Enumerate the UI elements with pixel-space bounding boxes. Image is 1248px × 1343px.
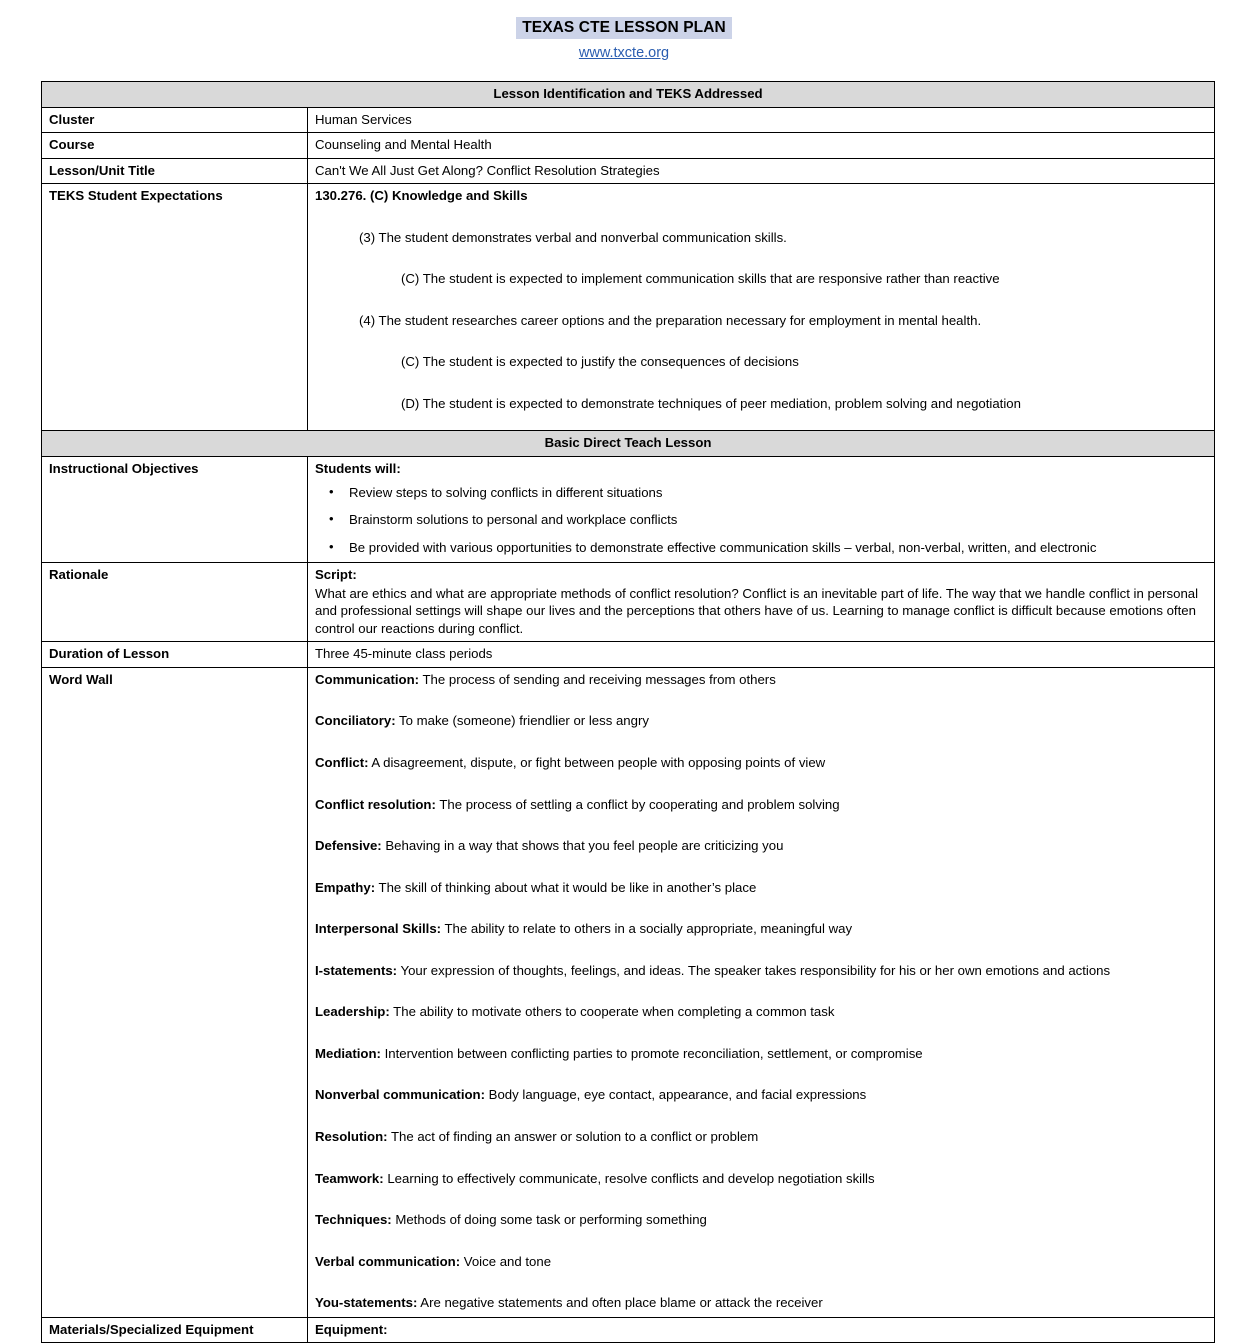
rationale-body: What are ethics and what are appropriate methods of conflict resolution? Conflict is an inevitable part of life. The way that we handle conflict in personal and professional settings will shape our lives and the perceptions that others have of us. Learning to manage conflict is difficult because emotions often control our reactions during conflict.: [315, 585, 1199, 636]
word-wall-term: Mediation:: [315, 1045, 381, 1061]
word-wall-entry: [315, 879, 1207, 897]
section-header-basic-teach-label: Basic Direct Teach Lesson: [42, 431, 1215, 457]
row-label-materials: Materials/Specialized Equipment: [42, 1317, 308, 1343]
lesson-plan-table: [41, 81, 1215, 1343]
word-wall-definition: The process of settling a conflict by cooperating and problem solving: [435, 796, 840, 812]
word-wall-definition: To make (someone) friendlier or less angry: [395, 713, 649, 729]
table-row-rationale: [42, 563, 1215, 642]
word-wall-definition: Methods of doing some task or performing something: [391, 1212, 707, 1228]
list-item: • Brainstorm solutions to personal and workplace conflicts: [349, 511, 1207, 529]
word-wall-term: Teamwork:: [315, 1170, 384, 1186]
word-wall-entry: [315, 837, 1207, 855]
teks-item-4: (4) The student researches career options and the preparation necessary for employment in mental health.: [359, 312, 982, 328]
section-header-identification-label: Lesson Identification and TEKS Addressed: [42, 82, 1215, 108]
table-row-duration: [42, 642, 1215, 668]
teks-item-4d: (D) The student is expected to demonstrate techniques of peer mediation, problem solving and negotiation: [401, 395, 1021, 411]
table-row-lesson-title: [42, 158, 1215, 184]
table-row-objectives: [42, 457, 1215, 563]
row-label-cluster: Cluster: [42, 107, 308, 133]
word-wall-entry: [315, 1211, 1207, 1229]
word-wall-entry: [315, 712, 1207, 730]
word-wall-entry: [315, 671, 1207, 689]
word-wall-entry: [315, 1170, 1207, 1188]
teks-item-4c: (C) The student is expected to justify the consequences of decisions: [401, 354, 799, 370]
teks-spacer: [315, 412, 1207, 426]
row-label-word-wall: Word Wall: [42, 667, 308, 1317]
word-wall-definition: The ability to relate to others in a socially appropriate, meaningful way: [441, 921, 853, 937]
word-wall-entry: [315, 1253, 1207, 1271]
word-wall-entry: [315, 1003, 1207, 1021]
table-row-course: [42, 133, 1215, 159]
section-header-identification: [42, 82, 1215, 108]
row-value-lesson-title: Can't We All Just Get Along? Conflict Resolution Strategies: [308, 158, 1215, 184]
row-label-rationale: Rationale: [42, 563, 308, 642]
word-wall-list: [315, 671, 1207, 1312]
row-value-teks: [308, 184, 1215, 431]
word-wall-definition: Voice and tone: [460, 1253, 552, 1269]
list-item: • Be provided with various opportunities to demonstrate effective communication skills – verbal, non-verbal, written, and electronic: [349, 539, 1207, 557]
word-wall-term: Leadership:: [315, 1004, 390, 1020]
word-wall-term: Nonverbal communication:: [315, 1087, 485, 1103]
word-wall-definition: Body language, eye contact, appearance, and facial expressions: [485, 1087, 867, 1103]
word-wall-definition: The ability to motivate others to cooperate when completing a common task: [389, 1004, 835, 1020]
word-wall-definition: Learning to effectively communicate, resolve conflicts and develop negotiation skills: [383, 1170, 875, 1186]
row-label-lesson-title: Lesson/Unit Title: [42, 158, 308, 184]
table-row-materials: [42, 1317, 1215, 1343]
word-wall-definition: A disagreement, dispute, or fight between people with opposing points of view: [368, 755, 826, 771]
word-wall-term: Interpersonal Skills:: [315, 921, 442, 937]
row-label-duration: Duration of Lesson: [42, 642, 308, 668]
word-wall-term: Empathy:: [315, 879, 376, 895]
word-wall-definition: The process of sending and receiving messages from others: [419, 671, 776, 687]
table-row-teks: [42, 184, 1215, 431]
word-wall-term: I-statements:: [315, 962, 398, 978]
teks-item-3c: (C) The student is expected to implement communication skills that are responsive rather than reactive: [401, 271, 1000, 287]
word-wall-term: Communication:: [315, 671, 420, 687]
website-link-wrapper: [0, 44, 1248, 62]
word-wall-definition: The act of finding an answer or solution to a conflict or problem: [387, 1128, 759, 1144]
word-wall-term: Techniques:: [315, 1212, 392, 1228]
row-value-cluster: Human Services: [308, 107, 1215, 133]
document-header: [0, 0, 1248, 62]
rationale-script-label: Script:: [315, 567, 357, 583]
objectives-intro: Students will:: [315, 461, 401, 477]
word-wall-definition: Are negative statements and often place blame or attack the receiver: [417, 1295, 823, 1311]
word-wall-term: Verbal communication:: [315, 1253, 461, 1269]
table-row-word-wall: [42, 667, 1215, 1317]
row-label-objectives: Instructional Objectives: [42, 457, 308, 563]
row-value-word-wall: [308, 667, 1215, 1317]
word-wall-term: Conciliatory:: [315, 713, 396, 729]
word-wall-entry: [315, 1294, 1207, 1312]
word-wall-term: Defensive:: [315, 838, 382, 854]
row-label-teks: TEKS Student Expectations: [42, 184, 308, 431]
teks-heading: 130.276. (C) Knowledge and Skills: [315, 188, 528, 204]
word-wall-entry: [315, 1086, 1207, 1104]
word-wall-entry: [315, 920, 1207, 938]
word-wall-definition: The skill of thinking about what it would be like in another’s place: [375, 879, 757, 895]
word-wall-term: Conflict resolution:: [315, 796, 436, 812]
word-wall-term: Resolution:: [315, 1128, 388, 1144]
word-wall-term: Conflict:: [315, 755, 369, 771]
row-value-duration: Three 45-minute class periods: [308, 642, 1215, 668]
page-title: TEXAS CTE LESSON PLAN: [516, 17, 732, 39]
row-label-course: Course: [42, 133, 308, 159]
teks-item-3: (3) The student demonstrates verbal and nonverbal communication skills.: [359, 229, 787, 245]
section-header-basic-teach: [42, 431, 1215, 457]
word-wall-entry: [315, 1128, 1207, 1146]
word-wall-definition: Behaving in a way that shows that you feel people are criticizing you: [381, 838, 784, 854]
list-item: • Review steps to solving conflicts in different situations: [349, 484, 1207, 502]
table-row-cluster: [42, 107, 1215, 133]
row-value-course: Counseling and Mental Health: [308, 133, 1215, 159]
row-value-rationale: [308, 563, 1215, 642]
word-wall-entry: [315, 796, 1207, 814]
word-wall-definition: Your expression of thoughts, feelings, and ideas. The speaker takes responsibility for his or her own emotions and actions: [397, 962, 1111, 978]
objectives-list: [315, 484, 1207, 557]
row-value-objectives: [308, 457, 1215, 563]
word-wall-term: You-statements:: [315, 1295, 418, 1311]
word-wall-definition: Intervention between conflicting parties to promote reconciliation, settlement, or compromise: [380, 1045, 923, 1061]
row-value-materials: Equipment:: [308, 1317, 1215, 1343]
word-wall-entry: [315, 962, 1207, 980]
website-link[interactable]: www.txcte.org: [578, 45, 670, 62]
word-wall-entry: [315, 754, 1207, 772]
word-wall-entry: [315, 1045, 1207, 1063]
